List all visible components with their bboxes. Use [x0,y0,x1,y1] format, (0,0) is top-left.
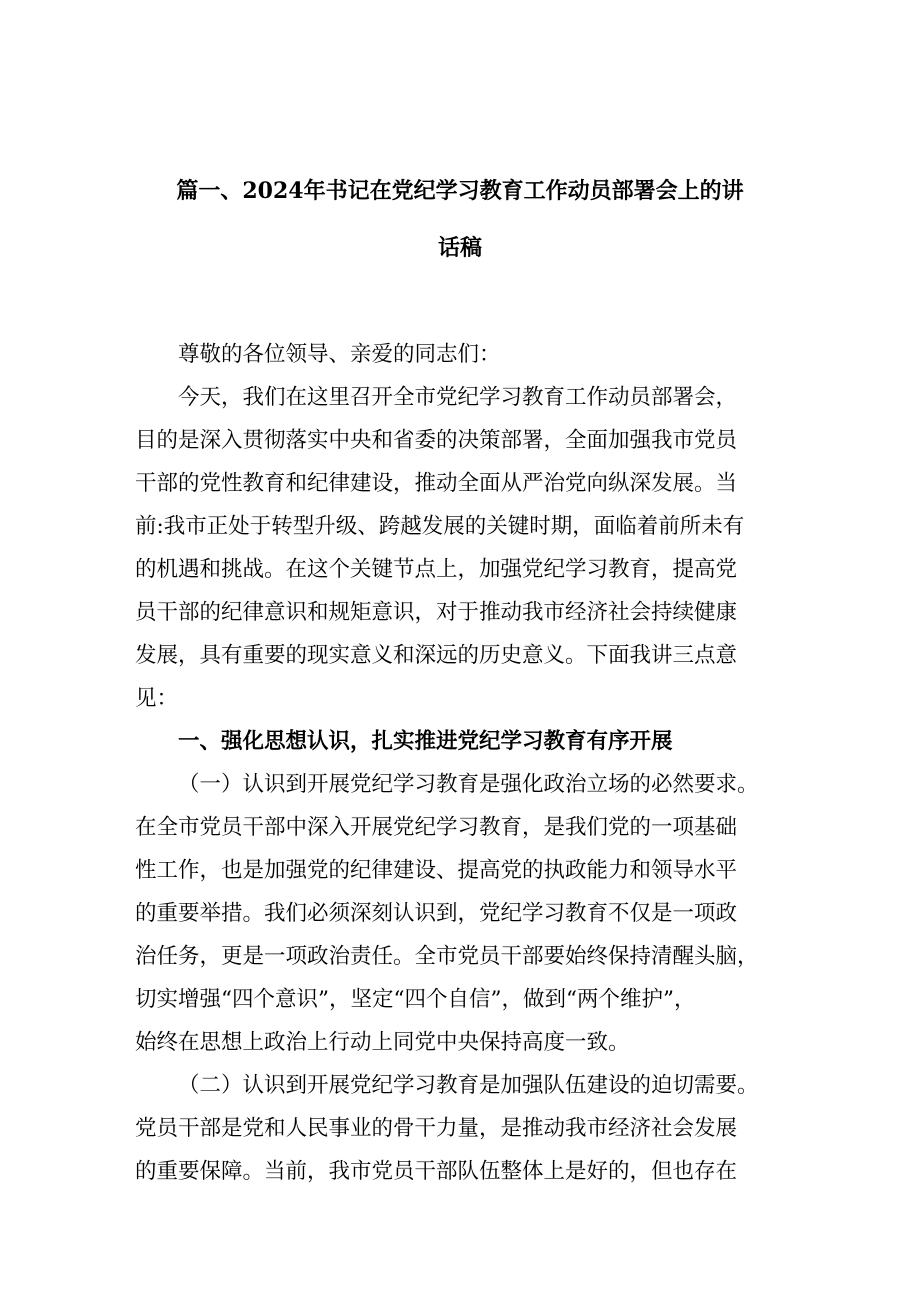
salutation: 尊敬的各位领导、亲爱的同志们： [178,342,501,367]
paragraph-line: 性工作，也是加强党的纪律建设、提高党的执政能力和领导水平 [135,858,738,883]
paragraph-line: 员干部的纪律意识和规矩意识，对于推动我市经济社会持续健康 [135,600,738,625]
section-heading: 一、强化思想认识，扎实推进党纪学习教育有序开展 [178,729,673,754]
document-title-line-1: 篇一、2024年书记在党纪学习教育工作动员部署会上的讲 [176,178,744,204]
paragraph-line: 切实增强“四个意识”，坚定“四个自信”，做到“两个维护”， [135,987,696,1012]
paragraph-line: 始终在思想上政治上行动上同党中央保持高度一致。 [135,1030,630,1055]
paragraph-line: 党员干部是党和人民事业的骨干力量，是推动我市经济社会发展 [135,1116,738,1141]
paragraph-line: 见： [135,686,179,711]
paragraph-line: 干部的党性教育和纪律建设，推动全面从严治党向纵深发展。当 [135,471,738,496]
paragraph-line: 的机遇和挑战。在这个关键节点上，加强党纪学习教育，提高党 [135,557,738,582]
subsection-heading: （二）认识到开展党纪学习教育是加强队伍建设的迫切需要。 [178,1073,759,1098]
paragraph-line: 发展，具有重要的现实意义和深远的历史意义。下面我讲三点意 [135,643,738,668]
paragraph-line: 前:我市正处于转型升级、跨越发展的关键时期，面临着前所未有 [135,514,745,539]
paragraph-line: 的重要保障。当前，我市党员干部队伍整体上是好的，但也存在 [135,1159,738,1184]
paragraph-line: 治任务，更是一项政治责任。全市党员干部要始终保持清醒头脑， [135,944,759,969]
paragraph-line: 今天，我们在这里召开全市党纪学习教育工作动员部署会， [178,385,738,410]
paragraph-line: 目的是深入贯彻落实中央和省委的决策部署，全面加强我市党员 [135,428,738,453]
paragraph-line: 的重要举措。我们必须深刻认识到，党纪学习教育不仅是一项政 [135,901,738,926]
paragraph-line: 在全市党员干部中深入开展党纪学习教育，是我们党的一项基础 [135,815,738,840]
document-title-line-2: 话稿 [437,235,482,261]
subsection-heading: （一）认识到开展党纪学习教育是强化政治立场的必然要求。 [178,772,759,797]
